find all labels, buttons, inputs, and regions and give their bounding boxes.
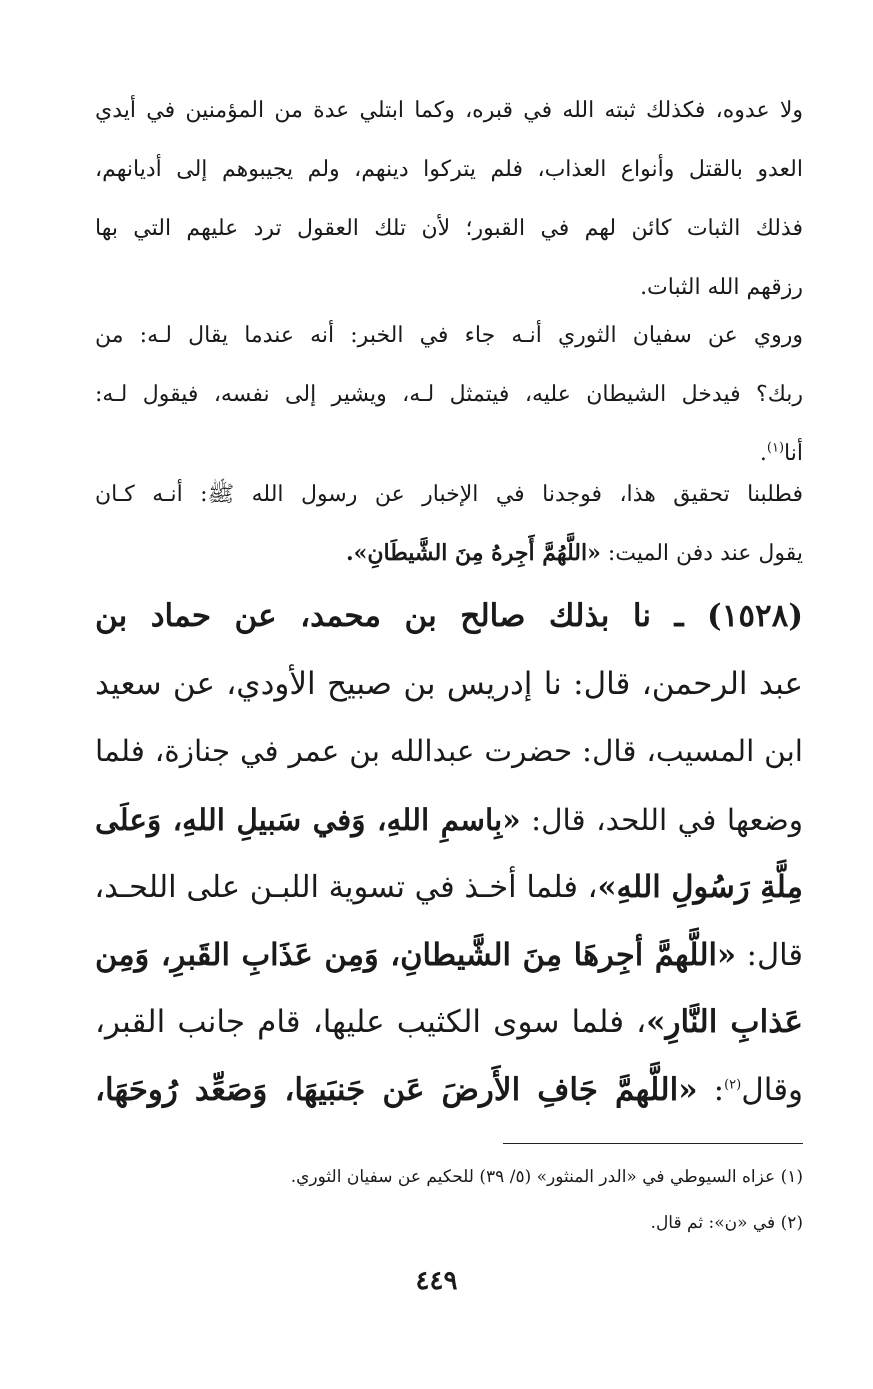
text: يقول عند دفن الميت: — [600, 541, 803, 566]
hadith-1528 — [95, 583, 803, 1124]
text-line: ولا عدوه، فكذلك ثبته الله في قبره، وكما ابتلي عدة من المؤمنين في أيدي — [95, 98, 803, 123]
text-line — [95, 1057, 803, 1125]
paragraph-2 — [95, 306, 803, 483]
text: . — [759, 441, 767, 466]
text-line — [95, 524, 803, 583]
text: ، فلما سوى الكثيب عليها، قام جانب القبر، — [95, 1004, 647, 1040]
text-line: العدو بالقتل وأنواع العذاب، فلم يتركوا دينهم، ولم يجيبوهم إلى أديانهم، — [95, 157, 803, 182]
text: : — [697, 1071, 725, 1108]
text-line — [95, 989, 803, 1057]
supplication: عَذابِ النَّارِ» — [646, 1004, 803, 1040]
footnote-divider — [503, 1143, 803, 1144]
footnote-ref: (١) — [766, 440, 785, 456]
text-line — [95, 854, 803, 922]
supplication: «بِاسمِ اللهِ، وَفي سَبيلِ اللهِ، وَعلَى — [95, 801, 521, 837]
text: أنا — [784, 441, 803, 466]
paragraph-3 — [95, 465, 803, 583]
text-line — [95, 583, 803, 651]
text: وضعها في اللحد، قال: — [520, 802, 803, 837]
supplication: «اللَّهمَّ جَافِ الأَرضَ عَن جَنبَيهَا، وَصَعِّد رُوحَهَا، — [95, 1071, 698, 1108]
text-line: ابن المسيب، قال: حضرت عبدالله بن عمر في جنازة، فلما — [95, 734, 803, 768]
text: ، فلما أخـذ في تسوية اللبـن على اللحـد، — [94, 870, 598, 905]
text-line: عبد الرحمن، قال: نا إدريس بن صبيح الأودي، عن سعيد — [95, 665, 803, 702]
footnote-1: (١) عزاه السيوطي في «الدر المنثور» (٥/ ٣٩) للحكيم عن سفيان الثوري. — [290, 1167, 803, 1187]
page-number: ٤٤٩ — [415, 1266, 458, 1296]
text-line — [95, 922, 803, 990]
text-line — [95, 786, 803, 855]
paragraph-1 — [95, 81, 803, 317]
text: قال: — [736, 937, 803, 973]
text: وقال — [741, 1071, 803, 1108]
hadith-number-text: (١٥٢٨) ـ نا بذلك صالح بن محمد، عن حماد بن — [95, 598, 803, 634]
prophetic-supplication: «اللَّهُمَّ أَجِرهُ مِنَ الشَّيطَانِ». — [345, 540, 601, 566]
text-line: رزقهم الله الثبات. — [640, 275, 803, 300]
footnote-2: (٢) في «ن»: ثم قال. — [650, 1213, 803, 1233]
supplication: «اللَّهمَّ أجِرهَا مِنَ الشَّيطانِ، وَمِن عَذَابِ القَبرِ، وَمِن — [95, 936, 737, 973]
text-line: فطلبنا تحقيق هذا، فوجدنا في الإخبار عن رسول الله ﷺ: أنـه كـان — [95, 482, 803, 507]
text-line: ربك؟ فيدخل الشيطان عليه، فيتمثل لـه، ويشير إلى نفسه، فيقول لـه: — [95, 382, 803, 407]
supplication: مِلَّةِ رَسُولِ اللهِ» — [597, 869, 803, 905]
text-line: وروي عن سفيان الثوري أنـه جاء في الخبر: أنه عندما يقال لـه: من — [95, 323, 803, 348]
text-line: فذلك الثبات كائن لهم في القبور؛ لأن تلك العقول ترد عليهم التي بها — [95, 216, 803, 241]
footnote-ref: (٢) — [724, 1077, 742, 1093]
